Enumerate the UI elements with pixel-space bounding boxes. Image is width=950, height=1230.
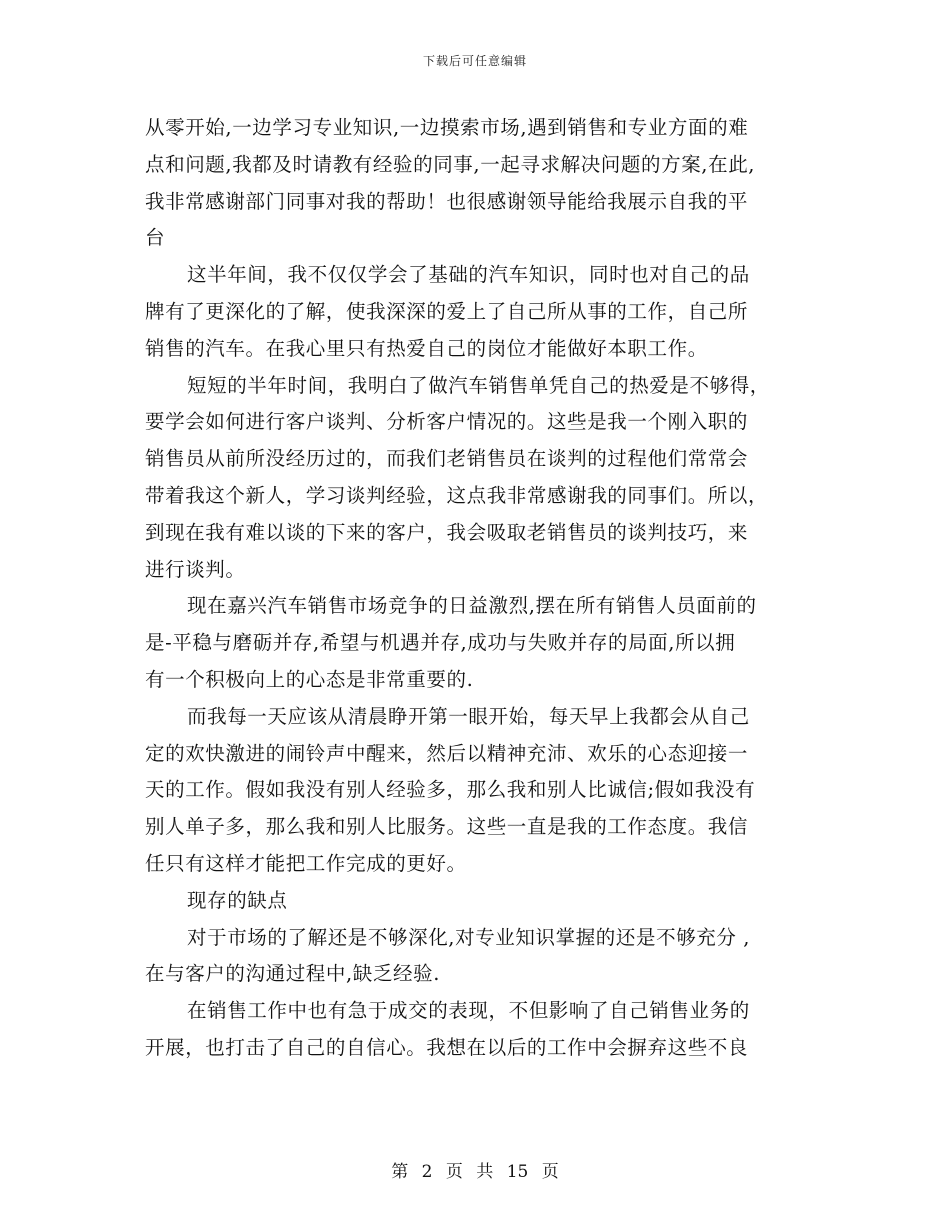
text-line: 是-平稳与磨砺并存,希望与机遇并存,成功与失败并存的局面,所以拥 (145, 631, 736, 655)
text-line: 我非常感谢部门同事对我的帮助！也很感谢领导能给我展示自我的平 (145, 189, 749, 213)
text-line: 牌有了更深化的了解，使我深深的爱上了自己所从事的工作，自己所 (145, 299, 749, 323)
text-line: 从零开始,一边学习专业知识,一边摸索市场,遇到销售和专业方面的难 (145, 116, 749, 139)
text-line: 任只有这样才能把工作完成的更好。 (145, 851, 467, 875)
text-line: 天的工作。假如我没有别人经验多，那么我和别人比诚信;假如我没有 (145, 778, 756, 802)
page-header: 下载后可任意编辑 (422, 54, 527, 68)
text-line: 开展，也打击了自己的自信心。我想在以后的工作中会摒弃这些不良 (145, 1035, 749, 1059)
section-heading: 现存的缺点 (187, 888, 288, 912)
text-line: 在与客户的沟通过程中,缺乏经验. (145, 962, 440, 986)
text-line: 定的欢快激进的闹铃声中醒来，然后以精神充沛、欢乐的心态迎接一 (145, 741, 749, 765)
text-line: 要学会如何进行客户谈判、分析客户情况的。这些是我一个刚入职的 (145, 410, 749, 434)
text-line: 进行谈判。 (145, 557, 246, 581)
paragraph-first-line: 这半年间，我不仅仅学会了基础的汽车知识，同时也对自己的品 (187, 263, 750, 287)
page-footer: 第 2 页 共 15 页 (391, 1162, 559, 1182)
text-line: 销售员从前所没经历过的，而我们老销售员在谈判的过程他们常常会 (145, 447, 749, 471)
paragraph-first-line: 对于市场的了解还是不够深化,对专业知识掌握的还是不够充分 , (187, 925, 751, 949)
text-line: 到现在我有难以谈的下来的客户，我会吸取老销售员的谈判技巧，来 (145, 520, 749, 544)
paragraph-first-line: 短短的半年时间，我明白了做汽车销售单凭自己的热爱是不够得， (187, 373, 770, 397)
paragraph-first-line: 而我每一天应该从清晨睁开第一眼开始，每天早上我都会从自己 (187, 704, 750, 728)
text-line: 有一个积极向上的心态是非常重要的. (145, 667, 474, 691)
text-line: 别人单子多，那么我和别人比服务。这些一直是我的工作态度。我信 (145, 815, 749, 839)
text-line: 销售的汽车。在我心里只有热爱自己的岗位才能做好本职工作。 (145, 336, 708, 360)
text-line: 台 (145, 226, 166, 250)
paragraph-first-line: 在销售工作中也有急于成交的表现，不但影响了自己销售业务的 (187, 999, 750, 1023)
paragraph-first-line: 现在嘉兴汽车销售市场竞争的日益激烈,摆在所有销售人员面前的 (187, 594, 757, 618)
text-line: 点和问题,我都及时请教有经验的同事,一起寻求解决问题的方案,在此, (145, 152, 756, 176)
document-body (145, 110, 805, 1067)
text-line: 带着我这个新人，学习谈判经验，这点我非常感谢我的同事们。所以， (145, 483, 769, 507)
